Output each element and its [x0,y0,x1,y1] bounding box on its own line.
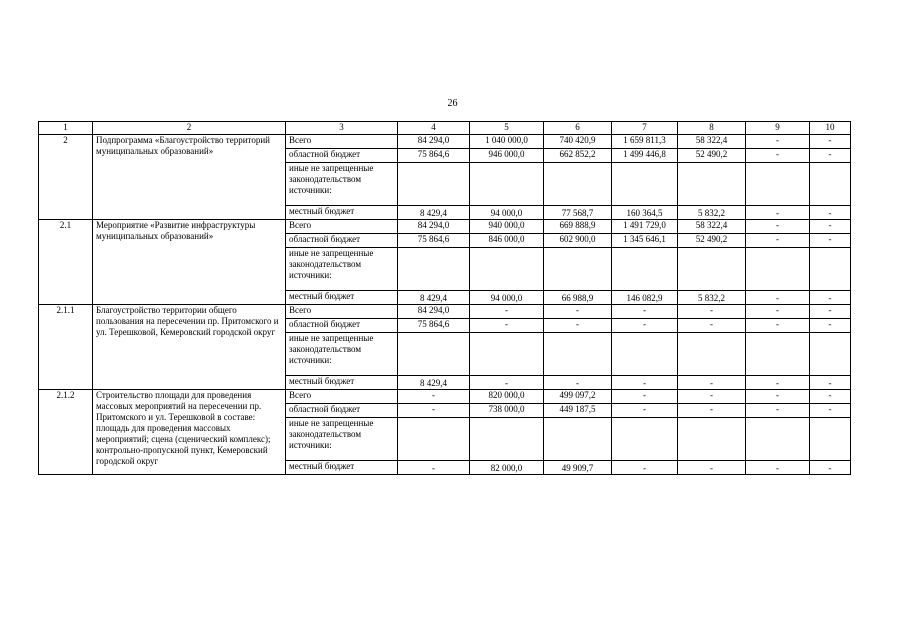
value-cell: - [746,291,810,305]
value-cell: - [544,376,612,390]
value-cell: 94 000,0 [470,291,544,305]
value-cell [470,163,544,206]
funding-source: местный бюджет [286,376,398,390]
value-cell: 5 832,2 [678,206,746,220]
value-cell: - [612,461,678,475]
funding-source: иные не запрещенные законодательством источники: [286,333,398,376]
value-cell: 1 040 000,0 [470,135,544,149]
table-row [39,390,851,404]
value-cell: - [810,461,851,475]
value-cell: 58 322,4 [678,135,746,149]
value-cell: 8 429,4 [398,291,470,305]
item-code: 2 [39,135,93,220]
value-cell [746,418,810,461]
item-name: Строительство площади для проведения массовых мероприятий на пересечении пр. Притомского и ул. Терешковой в составе: площадь для проведения массовых мероприятий; сцена (сценический комплекс); контрольно-пропускной пункт, Кемеровский городской округ [93,390,286,475]
value-cell: - [810,319,851,333]
funding-source: иные не запрещенные законодательством источники: [286,418,398,461]
value-cell: - [810,234,851,248]
value-cell: 846 000,0 [470,234,544,248]
value-cell: 5 832,2 [678,291,746,305]
value-cell: 58 322,4 [678,220,746,234]
value-cell: - [746,220,810,234]
value-cell: - [544,319,612,333]
value-cell [398,248,470,291]
value-cell: - [398,461,470,475]
value-cell: - [612,319,678,333]
value-cell: - [398,390,470,404]
value-cell: 1 499 446,8 [612,149,678,163]
value-cell: - [810,220,851,234]
value-cell: 946 000,0 [470,149,544,163]
value-cell: - [746,404,810,418]
value-cell: 738 000,0 [470,404,544,418]
value-cell [612,248,678,291]
funding-source: Всего [286,135,398,149]
value-cell: - [746,319,810,333]
value-cell: - [678,461,746,475]
funding-source: местный бюджет [286,206,398,220]
value-cell: 94 000,0 [470,206,544,220]
value-cell: - [746,135,810,149]
funding-source: областной бюджет [286,234,398,248]
value-cell: - [398,404,470,418]
value-cell: 77 568,7 [544,206,612,220]
column-number-9: 9 [746,122,810,135]
value-cell [544,333,612,376]
value-cell: - [470,376,544,390]
value-cell [612,333,678,376]
value-cell: 1 659 811,3 [612,135,678,149]
value-cell: 84 294,0 [398,305,470,319]
table-row [39,220,851,234]
value-cell: - [612,376,678,390]
value-cell [810,418,851,461]
funding-source: иные не запрещенные законодательством источники: [286,248,398,291]
value-cell: - [746,376,810,390]
value-cell: 75 864,6 [398,149,470,163]
funding-source: местный бюджет [286,291,398,305]
funding-source: областной бюджет [286,404,398,418]
value-cell: - [810,149,851,163]
value-cell: 449 187,5 [544,404,612,418]
value-cell: - [746,206,810,220]
column-number-7: 7 [612,122,678,135]
value-cell: 1 345 646,1 [612,234,678,248]
column-number-8: 8 [678,122,746,135]
value-cell [678,418,746,461]
value-cell [612,418,678,461]
value-cell [678,333,746,376]
value-cell: 75 864,6 [398,234,470,248]
value-cell: 52 490,2 [678,234,746,248]
value-cell: - [678,305,746,319]
value-cell: 146 082,9 [612,291,678,305]
value-cell [398,418,470,461]
value-cell [746,333,810,376]
value-cell: - [470,305,544,319]
value-cell: 1 491 729,0 [612,220,678,234]
value-cell: - [810,305,851,319]
table-row [39,305,851,319]
value-cell [810,163,851,206]
value-cell: - [612,390,678,404]
value-cell: 499 097,2 [544,390,612,404]
value-cell: 160 364,5 [612,206,678,220]
value-cell: - [612,305,678,319]
value-cell: - [746,390,810,404]
value-cell: 940 000,0 [470,220,544,234]
value-cell: - [746,234,810,248]
funding-source: областной бюджет [286,149,398,163]
funding-source: местный бюджет [286,461,398,475]
column-number-1: 1 [39,122,93,135]
value-cell: - [678,404,746,418]
value-cell: - [810,206,851,220]
funding-source: областной бюджет [286,319,398,333]
value-cell [746,248,810,291]
value-cell [544,418,612,461]
value-cell: - [678,319,746,333]
value-cell [678,163,746,206]
page-number: 26 [447,98,458,109]
value-cell [544,248,612,291]
value-cell: - [746,461,810,475]
value-cell: 602 900,0 [544,234,612,248]
value-cell: 52 490,2 [678,149,746,163]
value-cell: 84 294,0 [398,135,470,149]
item-name: Благоустройство территории общего пользования на пересечении пр. Притомского и ул. Терешковой, Кемеровский городской округ [93,305,286,390]
value-cell: 820 000,0 [470,390,544,404]
column-number-5: 5 [470,122,544,135]
value-cell [678,248,746,291]
value-cell: 66 988,9 [544,291,612,305]
item-name: Мероприятие «Развитие инфраструктуры муниципальных образований» [93,220,286,305]
column-number-row [39,122,851,135]
value-cell: 75 864,6 [398,319,470,333]
column-number-3: 3 [286,122,398,135]
value-cell: 8 429,4 [398,376,470,390]
item-code: 2.1.1 [39,305,93,390]
item-name: Подпрограмма «Благоустройство территорий муниципальных образований» [93,135,286,220]
funding-source: Всего [286,390,398,404]
value-cell [612,163,678,206]
value-cell: - [746,305,810,319]
value-cell: - [810,390,851,404]
column-number-2: 2 [93,122,286,135]
value-cell [398,163,470,206]
value-cell [398,333,470,376]
value-cell [470,418,544,461]
funding-source: Всего [286,305,398,319]
column-number-4: 4 [398,122,470,135]
item-code: 2.1.2 [39,390,93,475]
value-cell: - [678,390,746,404]
column-number-10: 10 [810,122,851,135]
item-code: 2.1 [39,220,93,305]
value-cell: - [810,376,851,390]
value-cell: - [470,319,544,333]
value-cell [810,248,851,291]
value-cell: - [810,291,851,305]
value-cell: - [612,404,678,418]
value-cell [544,163,612,206]
budget-table [38,121,851,475]
column-number-6: 6 [544,122,612,135]
funding-source: Всего [286,220,398,234]
value-cell: - [678,376,746,390]
value-cell: 662 852,2 [544,149,612,163]
value-cell [810,333,851,376]
value-cell: 82 000,0 [470,461,544,475]
value-cell: - [544,305,612,319]
value-cell: - [746,149,810,163]
value-cell: 49 909,7 [544,461,612,475]
value-cell [470,333,544,376]
funding-source: иные не запрещенные законодательством источники: [286,163,398,206]
value-cell: 669 888,9 [544,220,612,234]
value-cell: 740 420,9 [544,135,612,149]
value-cell [470,248,544,291]
table-row [39,135,851,149]
value-cell: - [810,135,851,149]
value-cell: 84 294,0 [398,220,470,234]
value-cell [746,163,810,206]
value-cell: 8 429,4 [398,206,470,220]
value-cell: - [810,404,851,418]
